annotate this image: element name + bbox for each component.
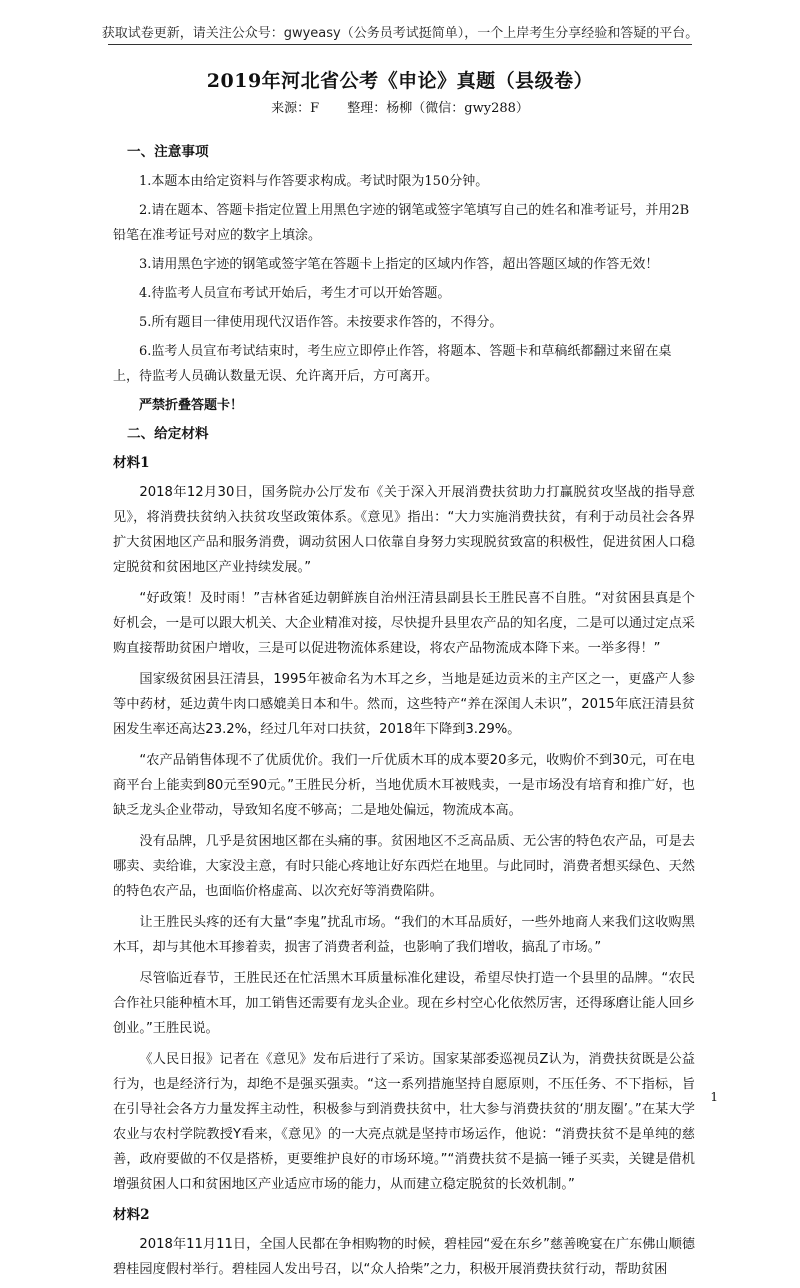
material1-label: 材料1 [113,455,150,471]
document-title: 2019年河北省公考《申论》真题（县级卷） [206,70,594,92]
document-body [113,140,695,1288]
notes-heading: 一、注意事项 [127,144,209,160]
note-item: 5.所有题目一律使用现代汉语作答。未按要求作答的，不得分。 [139,315,503,330]
material-paragraph: “好政策！及时雨！”吉林省延边朝鲜族自治州汪清县副县长王胜民喜不自胜。“对贫困县真是个好机会，一是可以跟大机关、大企业精准对接，尽快提升县里农产品的知名度，二是可以通过定点采购直接帮助贫困户增收，三是可以促进物流体系建设，将农产品物流成本降下来。一举多得！” [113,591,695,656]
note-item: 4.待监考人员宣布考试开始后，考生才可以开始答题。 [139,286,451,301]
source-label: 来源：F [271,101,320,116]
material2-label: 材料2 [113,1207,150,1223]
materials-heading: 二、给定材料 [127,426,209,442]
material-paragraph: “农产品销售体现不了优质优价。我们一斤优质木耳的成本要20多元，收购价不到30元，可在电商平台上能卖到80元至90元。”王胜民分析，当地优质木耳被贱卖，一是市场没有培育和推广好，也缺乏龙头企业带动，导致知名度不够高；二是地处偏远，物流成本高。 [113,753,695,818]
material-paragraph: 没有品牌，几乎是贫困地区都在头痛的事。贫困地区不乏高品质、无公害的特色农产品，可是去哪卖、卖给谁，大家没主意，有时只能心疼地让好东西烂在地里。与此同时，消费者想买绿色、天然的特色农产品，也面临价格虚高、以次充好等消费陷阱。 [113,834,695,899]
material-paragraph: 尽管临近春节，王胜民还在忙活黑木耳质量标准化建设，希望尽快打造一个县里的品牌。“农民合作社只能种植木耳，加工销售还需要有龙头企业。现在乡村空心化依然厉害，还得琢磨让能人回乡创业。”王胜民说。 [113,971,695,1036]
header-divider [108,44,692,45]
editor-label: 整理：杨柳（微信：gwy288） [347,101,529,116]
note-item: 1.本题本由给定资料与作答要求构成。考试时限为150分钟。 [139,174,489,189]
material-paragraph: 国家级贫困县汪清县，1995年被命名为木耳之乡，当地是延边贡米的主产区之一，更盛产人参等中药材，延边黄牛肉口感媲美日本和牛。然而，这些特产“养在深闺人未识”，2015年底汪清县贫困发生率还高达23.2%，经过几年对口扶贫，2018年下降到3.29%。 [113,672,695,737]
note-item: 2.请在题本、答题卡指定位置上用黑色字迹的钢笔或签字笔填写自己的姓名和准考证号，并用2B铅笔在准考证号对应的数字上填涂。 [113,203,690,243]
material-paragraph: 让王胜民头疼的还有大量“李鬼”扰乱市场。“我们的木耳品质好，一些外地商人来我们这收购黑木耳，却与其他木耳掺着卖，损害了消费者利益，也影响了我们增收，搞乱了市场。” [113,915,695,955]
material-paragraph: 《人民日报》记者在《意见》发布后进行了采访。国家某部委巡视员Z认为，消费扶贫既是公益行为，也是经济行为，却绝不是强买强卖。“这一系列措施坚持自愿原则，不压任务、不下指标，旨在引导社会各方力量发挥主动性，积极参与到消费扶贫中，壮大参与消费扶贫的‘朋友圈’。”在某大学农业与农村学院教授Y看来，《意见》的一大亮点就是坚持市场运作，他说：“消费扶贫不是单纯的慈善，政府要做的不仅是搭桥，更要维护良好的市场环境。”“消费扶贫不是搞一锤子买卖，关键是借机增强贫困人口和贫困地区产业适应市场的能力，从而建立稳定脱贫的长效机制。” [113,1052,695,1192]
material-paragraph: 2018年11月11日，全国人民都在争相购物的时候，碧桂园“爱在东乡”慈善晚宴在广东佛山顺德碧桂园度假村举行。碧桂园人发出号召，以“众人拾柴”之力，积极开展消费扶贫行动，帮助贫困 [113,1237,695,1277]
document-subtitle [0,97,800,116]
warning-text: 严禁折叠答题卡！ [139,398,244,413]
note-item: 6.监考人员宣布考试结束时，考生应立即停止作答，将题本、答题卡和草稿纸都翻过来留在桌上，待监考人员确认数量无误、允许离开后，方可离开。 [113,344,672,384]
header-notice: 获取试卷更新，请关注公众号：gwyeasy（公务员考试挺简单），一个上岸考生分享经验和答疑的平台。 [101,26,699,41]
note-item: 3.请用黑色字迹的钢笔或签字笔在答题卡上指定的区域内作答，超出答题区域的作答无效！ [139,257,659,272]
material-paragraph: 2018年12月30日，国务院办公厅发布《关于深入开展消费扶贫助力打赢脱贫攻坚战的指导意见》，将消费扶贫纳入扶贫攻坚政策体系。《意见》指出：“大力实施消费扶贫，有利于动员社会各界扩大贫困地区产品和服务消费，调动贫困人口依靠自身努力实现脱贫致富的积极性，促进贫困人口稳定脱贫和贫困地区产业持续发展。” [113,485,695,575]
page-number: 1 [710,1090,718,1104]
